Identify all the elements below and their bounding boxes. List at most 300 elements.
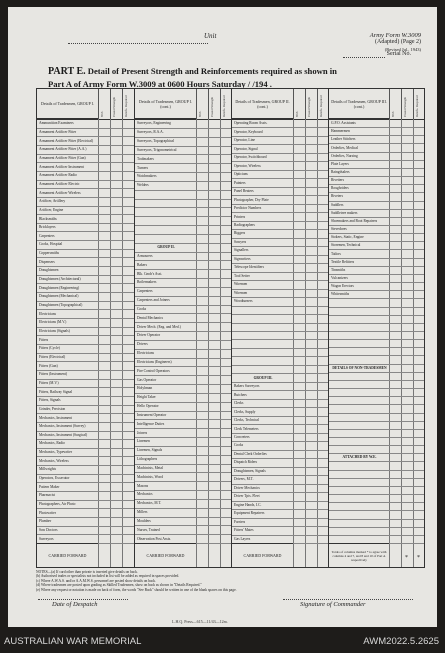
row-rule [135,313,231,314]
row-rule [329,413,424,414]
row-rule [329,152,424,153]
form-ref-line-1: Army Form W.3009 [369,32,421,39]
trade-name: Mechanics, Instrument (Survey) [39,424,86,429]
part-label: PART E. [48,66,86,77]
row-rule [232,331,328,332]
row-rule [135,305,231,306]
serial-label: Serial No. [386,51,411,57]
trade-name: Bakers Surveyors [234,384,260,389]
table-column [37,89,134,567]
trade-name: Fitters, Signals [39,398,61,403]
row-rule [329,396,424,397]
row-rule [329,290,424,291]
row-rule [135,481,231,482]
trade-name: Surveyors, Trigonometrical [137,147,177,152]
row-rule [135,490,231,491]
row-rule [232,382,328,383]
row-rule [329,176,424,177]
row-rule [37,448,134,449]
title-line-1: Detail of Present Strength and Reinforcements required as shown in [87,66,337,76]
trade-name: Nurses, Trained [137,527,160,532]
trade-name: Saddletree makers [331,210,358,215]
trade-name: Linemen [137,439,150,444]
row-rule [329,380,424,381]
row-rule [232,255,328,256]
trade-name: Surveyors, Topographical [137,139,175,144]
row-rule [232,272,328,273]
row-rule [37,405,134,406]
row-rule [232,195,328,196]
subcolumn-label: W.E. [100,110,104,117]
trade-name: Tailors [331,251,341,256]
trade-name: Armament Artificer Electric [39,181,80,186]
row-rule [135,269,231,270]
group-heading: GROUP II. [157,245,175,250]
row-rule [329,355,424,356]
row-rule [135,517,231,518]
asterisk-mark: * [417,555,420,561]
trade-name: Electricians [137,351,154,356]
row-rule [37,257,134,258]
row-rule [135,137,231,138]
row-rule [329,429,424,430]
subcolumn-label: Posted Strength [307,96,311,117]
trade-name: Hammermen [331,129,350,134]
trade-name: Whitesmiths [331,292,350,297]
trade-name: Observation Post Assts. [137,536,172,541]
trade-name: Riveters [331,194,343,199]
form-ref-line-2: (Adapted) (Page 2) [375,39,421,45]
row-rule [329,339,424,340]
row-rule [135,446,231,447]
subcolumn-label: W.E. [295,110,299,117]
trade-name: Draughtsmen (Architectural) [39,277,81,282]
row-rule [135,349,231,350]
trade-name: Photographer, Dry Plate [234,197,269,202]
trade-name: Mechanics, Wireless [39,458,69,463]
date-of-despatch-label: Date of Despatch [52,601,98,608]
trade-name: Mechanics [137,492,153,497]
row-rule [135,207,231,208]
trade-name: Clerks [234,401,244,406]
row-rule [135,534,231,535]
trade-name: Equipment Repairers [234,511,265,516]
note-line: (b) Authorised trades or specialists not included in list will be added as required in spaces provided. [36,574,180,579]
row-rule [329,502,424,503]
row-rule [37,387,134,388]
trade-name: Orderlies, Medical [331,145,358,150]
trade-name: Armament Artificer Fitter (Gun) [39,155,86,160]
trade-name: Tinsmiths [331,267,346,272]
row-rule [135,128,231,129]
row-rule [135,402,231,403]
signature-blank [283,599,413,600]
trade-name: Blk. Cmdr's Asst. [137,271,163,276]
asterisk-mark: * [405,555,408,561]
trade-name: Cooks, Hospital [39,242,63,247]
row-rule [135,243,231,244]
row-rule [135,437,231,438]
row-rule [37,396,134,397]
group-heading: ATTACHED BY W.E. [342,455,377,460]
trade-name: Surveyors, R.A.A. [137,130,164,135]
trade-name: Wiremen [234,282,248,287]
trade-name: Dental Clerk Orderlies [234,451,267,456]
trade-name: Predictor Numbers [234,206,262,211]
trade-name: Electricians (M.V.) [39,320,67,325]
row-rule [329,143,424,144]
trade-name: Farriers [234,519,246,524]
trade-name: Panel Beaters [234,189,254,194]
trade-name: Instrument Operator [137,412,167,417]
row-rule [232,212,328,213]
trade-name: Wiremen [234,290,248,295]
row-rule [329,209,424,210]
row-rule [37,162,134,163]
row-rule [135,419,231,420]
trade-name: Fitters (M.V.) [39,380,59,385]
row-rule [329,364,424,365]
row-rule [232,501,328,502]
row-rule [329,445,424,446]
trade-name: Mechanics, Instrument [39,415,72,420]
row-rule [232,441,328,442]
row-rule [232,238,328,239]
row-rule [135,384,231,385]
row-rule [232,407,328,408]
row-rule [232,127,328,128]
trade-name: Mechanics, Typewriter [39,450,73,455]
row-rule [37,206,134,207]
trade-name: Electricians [39,311,56,316]
trade-name: Armament Artificer Instrument [39,164,84,169]
subcolumn-label: W.E. [198,110,202,117]
row-rule [232,475,328,476]
note-line: NOTES—(a) If card other than private is inserted give details on back. [36,570,138,574]
note-line: (e) Where any request or notation is made on back of form, the words "See Back" should be written in one of the blank spaces on this page. [36,587,237,592]
trade-name: Mechanics, Instrument (Surgical) [39,432,88,437]
row-rule [232,424,328,425]
row-rule [329,266,424,267]
row-rule [135,428,231,429]
notes [36,570,426,592]
trade-name: Draughtsmen, Signals [234,468,266,473]
trade-name: Engine Hands, I.C. [234,502,262,507]
row-rule [232,416,328,417]
row-rule [232,526,328,527]
trade-name: Painters [234,180,246,185]
row-rule [329,510,424,511]
trade-name: Clerk Telemeters [234,426,259,431]
trade-name: Operator, Signal [234,146,258,151]
subcolumn-header [293,89,305,119]
row-rule [135,525,231,526]
row-rule [329,249,424,250]
trade-name: Operators, Excavator [39,476,70,481]
row-rule [232,450,328,451]
row-rule [232,314,328,315]
row-rule [37,335,134,336]
trade-name: Armourers [137,253,153,258]
row-rule [37,379,134,380]
row-rule [135,411,231,412]
row-rule [37,474,134,475]
row-rule [135,172,231,173]
row-rule [232,365,328,366]
trade-name: Telescope Identifiers [234,265,264,270]
table-column [134,89,231,567]
subcolumn-label: Reinfs. Required [222,95,226,117]
trade-name: Bakers [137,262,147,267]
trade-name: Fitters (Cycle) [39,346,60,351]
trade-name: Fitters, Railway Signal [39,389,73,394]
column-header: Details of Tradesmen, GROUP I. [37,89,98,119]
row-rule [232,136,328,137]
trade-name: Boilermakers [137,280,157,285]
row-rule [329,184,424,185]
row-rule [37,240,134,241]
row-rule [329,331,424,332]
subcolumn-header [122,89,134,119]
trade-name: Armament Artificer Fitter (Electrical) [39,138,94,143]
row-rule [37,517,134,518]
row-rule [37,171,134,172]
trade-name: Coppersmiths [39,251,59,256]
trade-name: Draughtsmen [39,268,59,273]
trade-name: Plumber [39,519,52,524]
page-title [48,65,433,90]
row-rule [232,306,328,307]
archive-caption: AUSTRALIAN WAR MEMORIAL [4,636,142,647]
row-rule [232,518,328,519]
trade-name: Operator, Line [234,138,256,143]
trade-name: Draughtsmen (Engineering) [39,285,80,290]
row-rule [232,535,328,536]
column-header: Details of Tradesmen, GROUP I. (cont.) [135,89,196,119]
table-column [328,89,424,567]
trade-name: Concreters [234,435,250,439]
trade-name: Clerks, Supply [234,409,256,414]
trade-name: Mechanics, Radio [39,441,65,446]
trade-name: Driver Tpts. Fleet [234,494,260,499]
row-rule [329,486,424,487]
row-rule [135,375,231,376]
row-rule [329,461,424,462]
row-rule [232,297,328,298]
carried-forward-cell: CARRIED FORWARD [232,543,293,567]
row-rule [37,301,134,302]
form-sheet [8,7,437,627]
trade-name: Wagon Erectors [331,284,354,289]
trade-name: Holyhman [137,386,153,391]
trade-name: Stokers, Static, Engine [331,235,364,240]
row-rule [232,144,328,145]
subcolumn-header [389,89,401,119]
row-rule [37,500,134,501]
row-rule [135,366,231,367]
trade-name: Cooks [137,306,147,311]
row-rule [37,370,134,371]
row-rule [135,358,231,359]
archive-id: AWM2022.5.2625 [363,636,439,647]
row-rule [329,274,424,275]
trade-name: Armament Artificer Fitter [39,129,77,134]
subcolumn-header [196,89,208,119]
subcolumn-header [110,89,122,119]
row-rule [135,199,231,200]
trade-name: Toolmakers [137,156,154,161]
trade-name: Surveyors [39,536,54,541]
subcolumn-label: Reinfs. Required [415,95,419,117]
trade-name: Fitters (Electrical) [39,354,66,359]
row-rule [37,309,134,310]
trade-name: Vulcanizers [331,276,348,280]
trade-name: Operator, Switchboard [234,155,267,160]
row-rule [329,323,424,324]
row-rule [329,217,424,218]
row-rule [37,188,134,189]
serial-blank [343,57,385,58]
row-rule [329,470,424,471]
trade-name: Roughriders [331,186,349,191]
trade-name: Masons [137,483,149,488]
printer-imprint: L.H.Q. Press—615—11/43—12m. [172,619,228,624]
form-ref-line-3: (Revised Jul., 1943) [384,47,421,52]
row-rule [37,353,134,354]
trade-name: Armament Artificer Radio [39,173,77,178]
trade-name: Cooks [234,443,244,448]
trade-name: Bricklayers [39,225,56,230]
group-heading: GROUP III. [253,375,273,380]
trade-name: Plate Layers [331,161,349,166]
trade-name: Butchers [234,392,247,397]
trade-name: Fitters [39,337,49,342]
row-rule [37,136,134,137]
row-rule [135,146,231,147]
trade-name: Operator, Wireless [234,163,261,168]
row-rule [232,433,328,434]
trade-name: Radiographers [234,223,255,227]
row-rule [329,404,424,405]
row-rule [232,339,328,340]
trade-name: Machinists, Wood [137,474,163,479]
row-rule [232,484,328,485]
trade-name: Storemen, Technical [331,243,361,248]
row-rule [232,153,328,154]
row-rule [135,260,231,261]
row-rule [232,509,328,510]
carried-forward-cell: CARRIED FORWARD [135,543,196,567]
row-rule [37,344,134,345]
row-rule [37,266,134,267]
row-rule [232,458,328,459]
trade-name: Electricians (Signals) [39,329,70,333]
subcolumn-header [98,89,110,119]
trade-name: Drivers, M.T. [234,477,254,482]
row-rule [37,508,134,509]
trade-name: Pattern Maker [39,484,60,489]
trade-name: Artificer, Artillery [39,199,66,204]
trade-name: Printers [234,214,246,219]
trade-name: Gas Operator [137,377,157,382]
trade-name: G.P.O. Assistants [331,121,356,126]
trade-name: Fitters (Instrument) [39,372,68,377]
row-rule [135,234,231,235]
row-rule [232,204,328,205]
trade-name: Millwrights [39,467,56,472]
trade-name: Carpenters [39,233,55,238]
subcolumn-rule [401,119,402,567]
trade-name: Opticians [234,172,248,177]
row-rule [232,178,328,179]
row-rule [135,287,231,288]
row-rule [232,289,328,290]
row-rule [329,160,424,161]
row-rule [37,361,134,362]
row-rule [37,292,134,293]
trade-name: Ammunition Examiners [39,121,74,126]
row-rule [329,127,424,128]
row-rule [232,373,328,374]
row-rule [329,453,424,454]
carried-forward-cell: Totals of columns marked * to agree with columns 4 and 7, and 8 and 10 of Part A respectively [329,543,389,567]
row-rule [135,472,231,473]
trade-name: Stevedores [331,227,347,232]
row-rule [232,221,328,222]
header-rule [232,119,328,120]
trade-name: Pharmacist [39,493,55,498]
subcolumn-header [305,89,317,119]
trade-name: Grinder, Precision [39,406,66,411]
row-rule [135,154,231,155]
trade-name: Sawyers [234,239,247,244]
row-rule [329,225,424,226]
row-rule [329,519,424,520]
row-rule [232,356,328,357]
row-rule [232,390,328,391]
row-rule [329,535,424,536]
trade-name: Shoemakers and Boot Repairers [331,218,378,223]
trade-name: Blacksmiths [39,216,57,221]
unit-blank [68,34,208,44]
row-rule [232,492,328,493]
trade-name: Signwriters [234,256,251,261]
group-heading: DETAILS OF NON-TRADESMEN [332,365,387,370]
row-rule [37,214,134,215]
note-line: (d) Where tradesmen are posted upon grading as Skilled Tradesmen, show on back as shown in "Details Required." [36,583,202,588]
trade-name: Saddlers [331,202,344,207]
row-rule [37,439,134,440]
trade-name: Artificer, Engine [39,207,64,212]
trade-name: Machinists, Metal [137,465,163,470]
row-rule [232,467,328,468]
row-rule [37,145,134,146]
row-rule [37,482,134,483]
trade-name: Driver Mechanics [234,485,260,490]
subcolumn-header [208,89,220,119]
row-rule [232,161,328,162]
row-rule [135,340,231,341]
subcolumn-label: W.E. [391,110,395,117]
row-rule [135,190,231,191]
row-rule [37,283,134,284]
trade-name: Signallers [234,248,249,253]
row-rule [232,246,328,247]
trade-name: Raingdsalers [331,170,350,174]
row-rule [232,323,328,324]
row-rule [329,298,424,299]
row-rule [37,154,134,155]
